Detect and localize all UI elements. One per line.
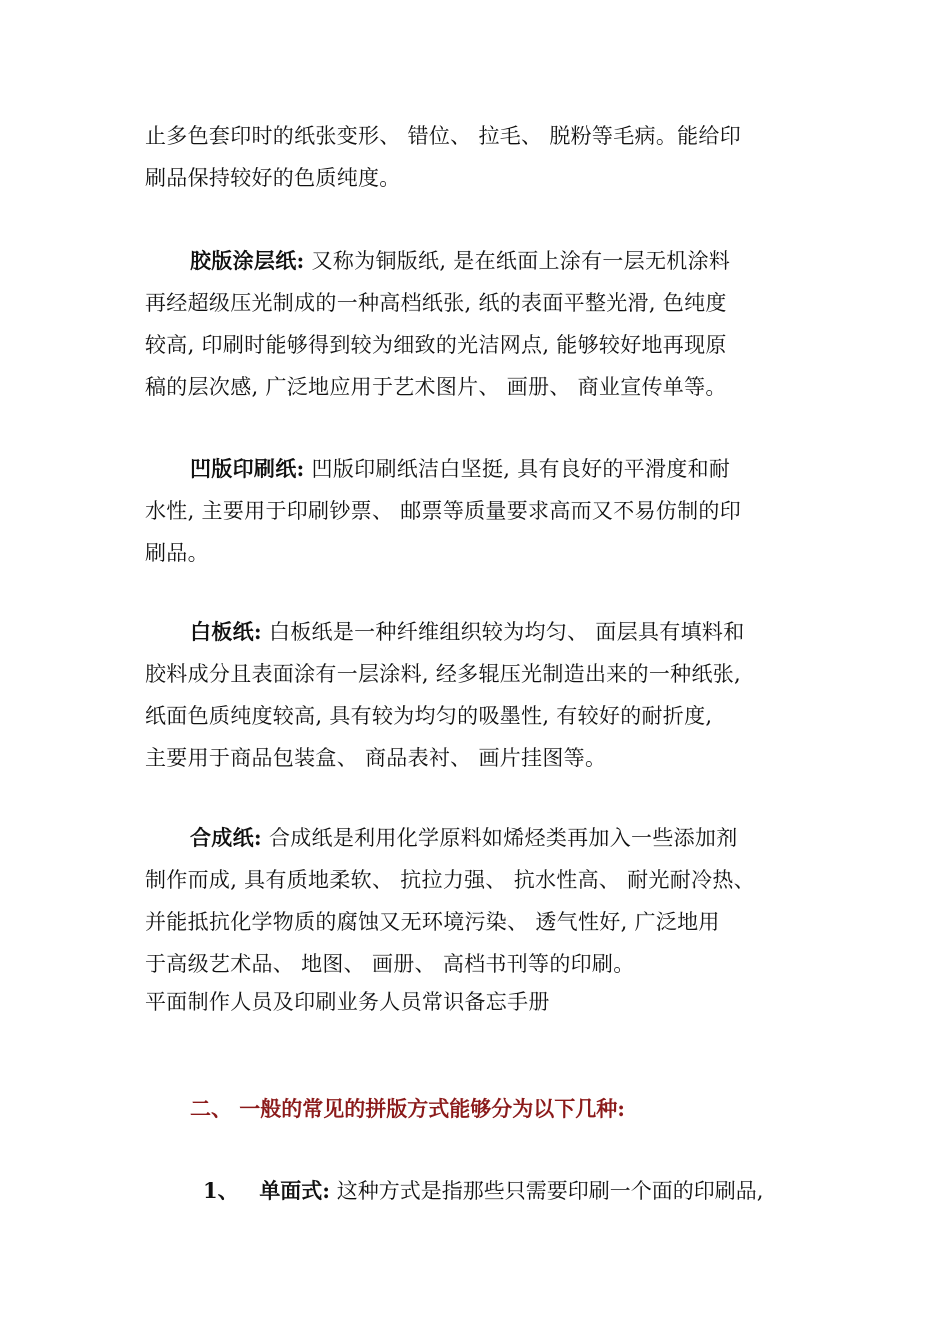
term-label: 凹版印刷纸:	[190, 456, 305, 481]
section-gravure-first-line	[190, 454, 870, 484]
section-synthetic-line: 制作而成, 具有质地柔软、 抗拉力强、 抗水性高、 耐光耐冷热、	[145, 868, 755, 892]
section-whiteboard-line: 纸面色质纯度较高, 具有较为均匀的吸墨性, 有较好的耐折度,	[145, 704, 713, 728]
section-gravure-line: 刷品。	[145, 541, 209, 565]
section-paper-coated-line: 较高, 印刷时能够得到较为细致的光洁网点, 能够较好地再现原	[145, 333, 727, 357]
list-item-1	[203, 1176, 763, 1206]
section-paper-coated-line: 稿的层次感, 广泛地应用于艺术图片、 画册、 商业宣传单等。	[145, 375, 727, 399]
term-label: 白板纸:	[190, 619, 262, 644]
section-whiteboard-line: 主要用于商品包装盒、 商品表衬、 画片挂图等。	[145, 746, 607, 770]
section-synthetic-line: 并能抵抗化学物质的腐蚀又无环境污染、 透气性好, 广泛地用	[145, 910, 720, 934]
term-label: 合成纸:	[190, 825, 262, 850]
item-number: 1、	[203, 1178, 239, 1203]
intro-line-2: 刷品保持较好的色质纯度。	[145, 166, 401, 190]
section-gravure-line: 水性, 主要用于印刷钞票、 邮票等质量要求高而又不易仿制的印	[145, 499, 742, 523]
intro-line-1: 止多色套印时的纸张变形、 错位、 拉毛、 脱粉等毛病。能给印	[145, 124, 742, 148]
section-paper-coated-line: 再经超级压光制成的一种高档纸张, 纸的表面平整光滑, 色纯度	[145, 291, 727, 315]
term-text: 合成纸是利用化学原料如烯烃类再加入一些添加剂	[268, 826, 738, 850]
item-term: 单面式:	[259, 1178, 331, 1203]
term-label: 胶版涂层纸:	[190, 248, 305, 273]
term-text: 白板纸是一种纤维组织较为均匀、 面层具有填料和	[268, 620, 745, 644]
section-paper-coated-first-line	[190, 246, 870, 276]
section-whiteboard-line: 胶料成分且表面涂有一层涂料, 经多辊压光制造出来的一种纸张,	[145, 662, 742, 686]
manual-title: 平面制作人员及印刷业务人员常识备忘手册	[145, 990, 550, 1014]
term-text: 又称为铜版纸, 是在纸面上涂有一层无机涂料	[311, 249, 731, 273]
term-text: 凹版印刷纸洁白坚挺, 具有良好的平滑度和耐	[311, 457, 731, 481]
item-text: 这种方式是指那些只需要印刷一个面的印刷品,	[336, 1179, 764, 1203]
section-whiteboard-first-line	[190, 617, 870, 647]
section-synthetic-line: 于高级艺术品、 地图、 画册、 高档书刊等的印刷。	[145, 952, 635, 976]
section-heading-2: 二、 一般的常见的拼版方式能够分为以下几种:	[190, 1096, 626, 1121]
section-synthetic-first-line	[190, 823, 870, 853]
